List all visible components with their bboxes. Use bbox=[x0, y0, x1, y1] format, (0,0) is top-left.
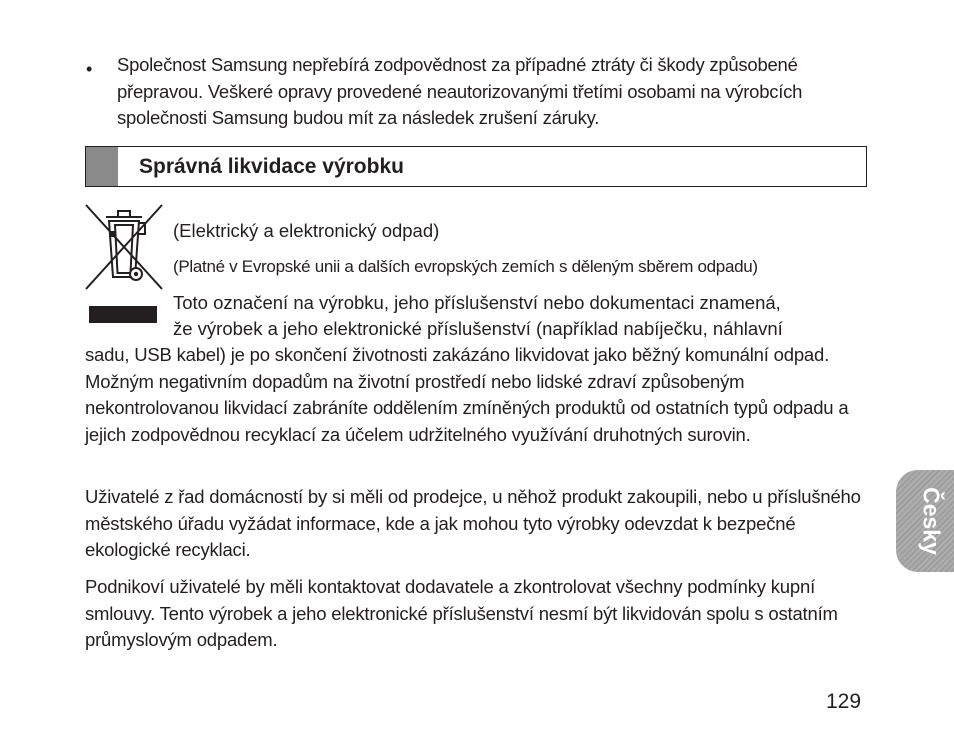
paragraph-2: Uživatelé z řad domácností by si měli od prodejce, u něhož produkt zakoupili, nebo u příslušného městského úřadu vyžádat informace, kde a jak mohou tyto výrobky odevzdat k bezpečné ekologické recyklaci. bbox=[85, 486, 861, 560]
weee-scope: (Platné v Evropské unii a dalších evropských zemích s děleným sběrem odpadu) bbox=[173, 257, 758, 276]
body-line-2: že výrobek a jeho elektronické příslušenství (například nabíječku, náhlavní bbox=[173, 318, 783, 339]
section-title: Správná likvidace výrobku bbox=[139, 155, 404, 178]
language-tab-label: Česky bbox=[918, 487, 945, 555]
page-number: 129 bbox=[826, 690, 862, 713]
bullet-marker: • bbox=[86, 59, 93, 79]
weee-marking-bar bbox=[89, 306, 157, 323]
paragraph-3: Podnikoví uživatelé by měli kontaktovat dodavatele a zkontrolovat všechny podmínky kupní smlouvy. Tento výrobek a jeho elektronické příslušenství nesmí být likvidován spolu s ostatním průmyslovým odpadem. bbox=[85, 576, 838, 650]
language-tab bbox=[896, 470, 954, 572]
weee-subtitle: (Elektrický a elektronický odpad) bbox=[173, 220, 440, 241]
section-header-marker bbox=[86, 147, 118, 186]
intro-bullet-text: Společnost Samsung nepřebírá zodpovědnost za případné ztráty či škody způsobené přepravou. Veškeré opravy provedené neautorizovanými třetími osobami na výrobcích společnosti Samsung budou mít za následek zrušení záruky. bbox=[117, 54, 803, 128]
paragraph-1-rest: sadu, USB kabel) je po skončení životnosti zakázáno likvidovat jako běžný komunální odpad. Možným negativním dopadům na životní prostředí nebo lidské zdraví způsobeným nekontrolovanou likvidací zabráníte oddělením zmíněných produktů od ostatních typů odpadu a jejich zodpovědnou recyklací za účelem udržitelného využívání druhotných surovin. bbox=[85, 344, 849, 445]
body-line-1: Toto označení na výrobku, jeho příslušenství nebo dokumentaci znamená, bbox=[173, 292, 781, 313]
section-header bbox=[85, 146, 867, 187]
crossed-out-wheelie-bin-icon bbox=[84, 203, 164, 291]
